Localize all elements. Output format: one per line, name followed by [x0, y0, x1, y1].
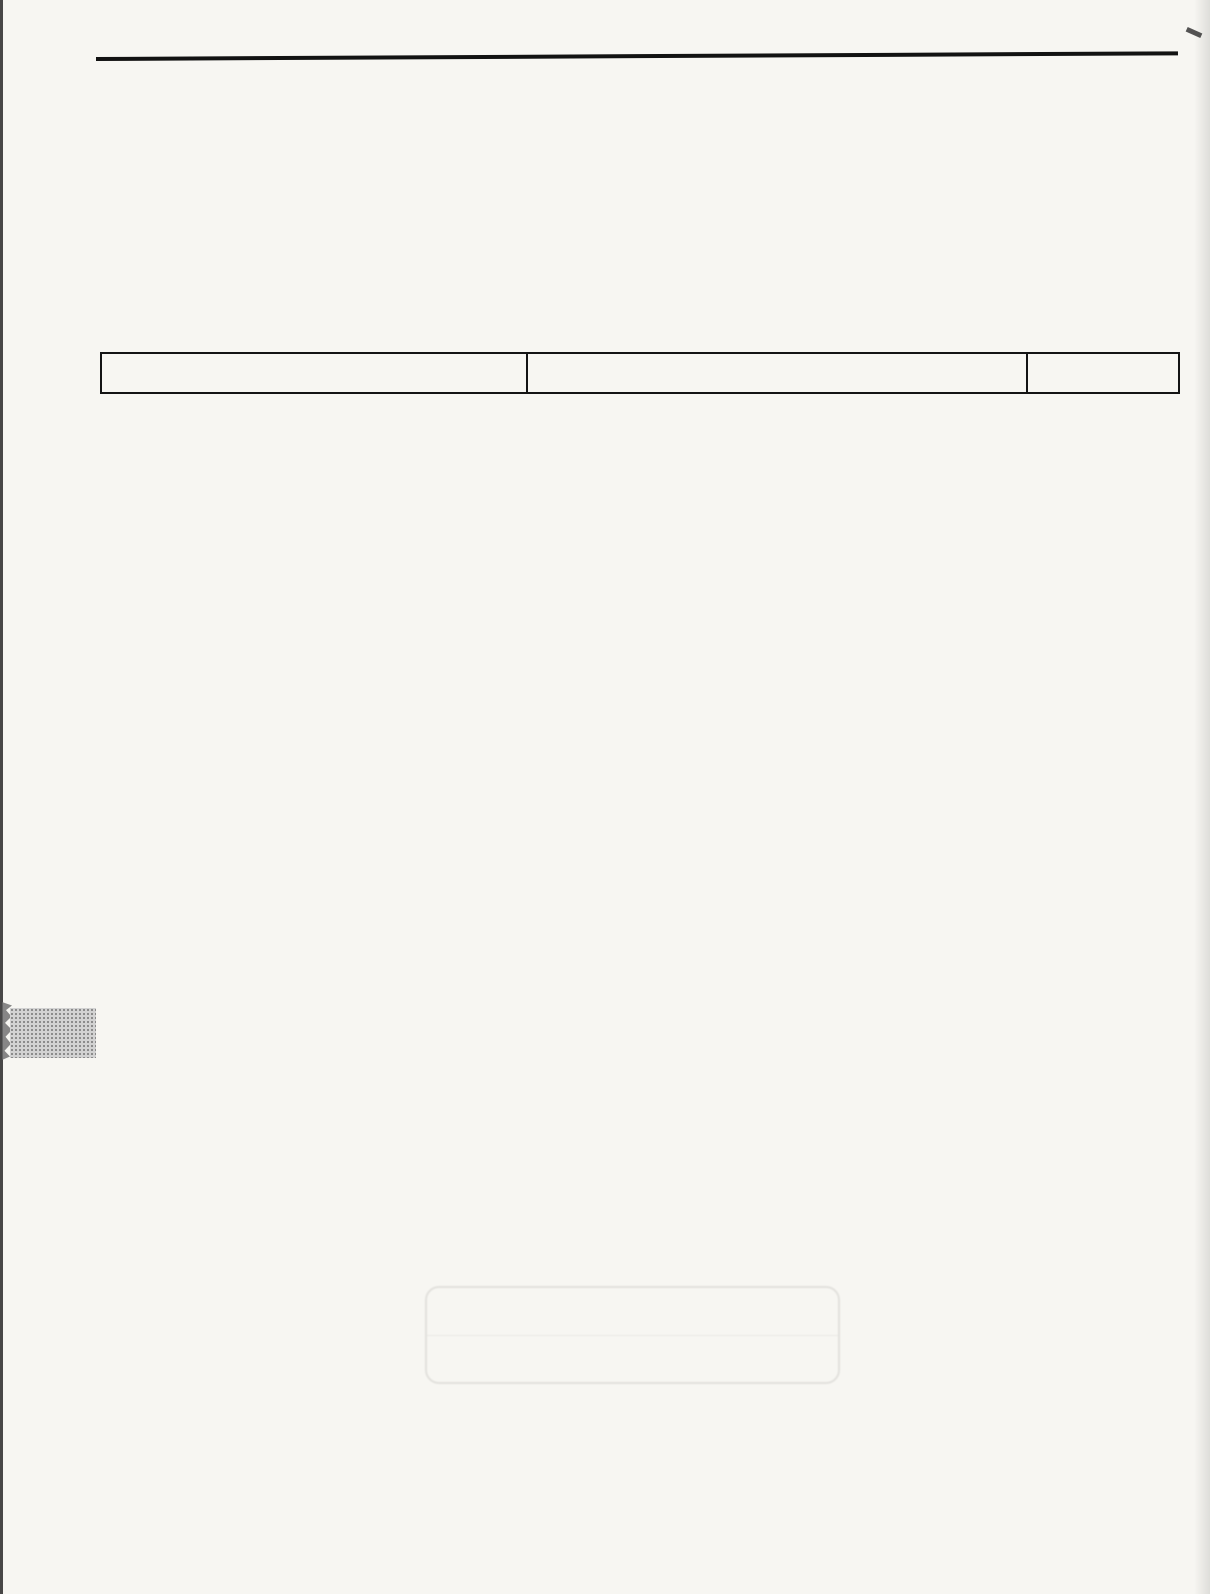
hint-text	[150, 240, 1160, 266]
intro-line	[100, 136, 1158, 162]
bleed-through-connector-diagram	[425, 1286, 840, 1384]
hint-number	[100, 240, 150, 266]
hint-item	[100, 266, 1160, 292]
scan-edge-left	[0, 0, 3, 1594]
hint-number	[100, 266, 150, 292]
header-rule	[96, 51, 1178, 61]
section-tab-be	[10, 1008, 96, 1058]
hint-text	[150, 266, 1160, 292]
column-header-symptom	[102, 354, 526, 392]
hint-line	[150, 240, 1160, 266]
hint-line	[150, 266, 1160, 292]
section-title	[150, 22, 1160, 26]
scan-edge-right	[1194, 0, 1210, 1594]
column-header-see-page	[1028, 354, 1174, 392]
column-header-suspect-area	[526, 354, 1028, 392]
hint-item	[100, 240, 1160, 266]
intro-line	[100, 162, 1158, 188]
hint-list	[100, 240, 1160, 292]
table-header-row	[102, 354, 1178, 392]
intro-paragraph	[100, 136, 1158, 188]
symptom-matrix-table	[100, 352, 1180, 394]
